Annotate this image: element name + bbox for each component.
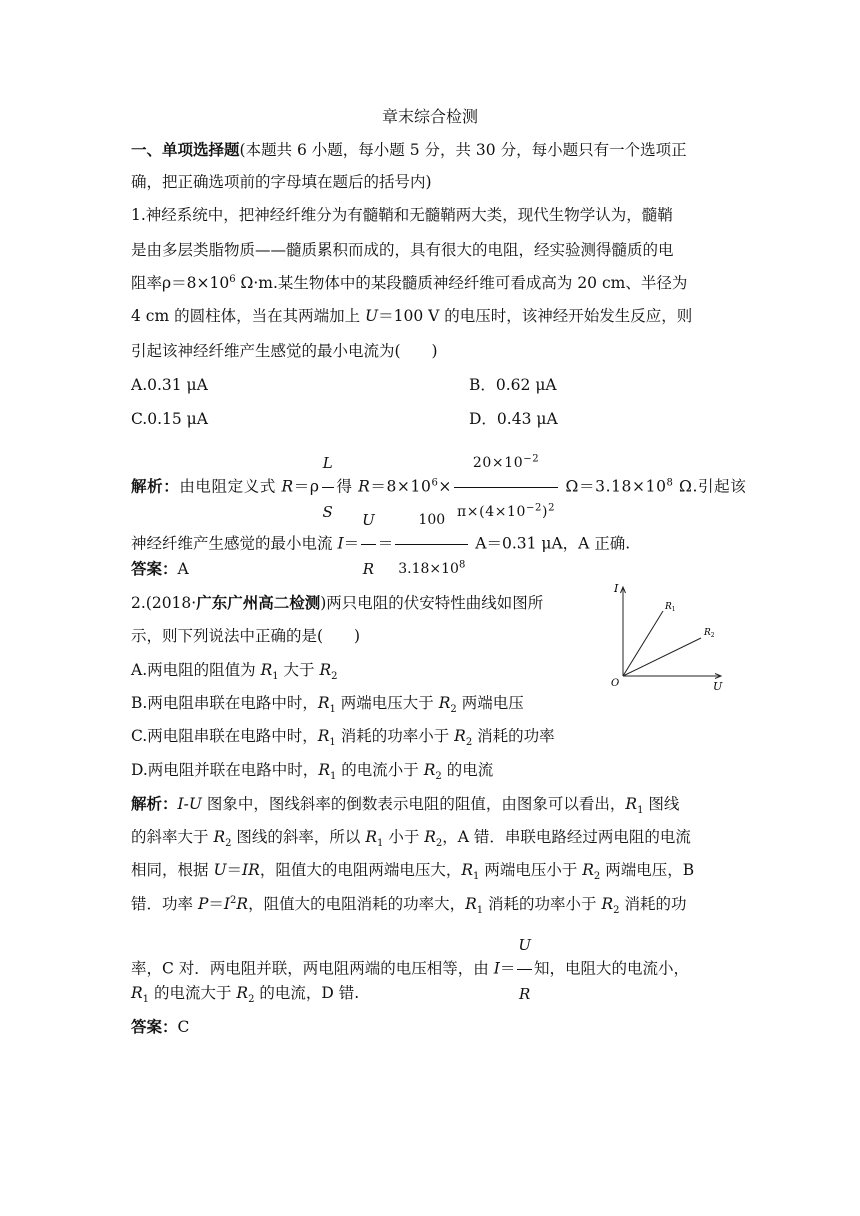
q1-line2: 是由多层类脂物质——髓质累积而成的，具有很大的电阻，经实验测得髓质的电 bbox=[131, 241, 674, 259]
iu-characteristic-graph bbox=[605, 578, 735, 693]
q1-line1: 1.神经系统中，把神经纤维分为有髓鞘和无髓鞘两大类，现代生物学认为，髓鞘 bbox=[131, 206, 673, 224]
q1-option-a: A.0.31 μA bbox=[131, 376, 208, 394]
section-heading: 一、单项选择题 bbox=[131, 141, 240, 159]
q2-option-b: B.两电阻串联在电路中时，$R_1$ 两端电压大于 $R_2$ 两端电压 bbox=[131, 694, 524, 716]
q2-option-a: A.两电阻的阻值为 $R_1$ 大于 $R_2$ bbox=[131, 661, 338, 683]
q2-analysis-line4: 错．功率 $P=I^2R$，阻值大的电阻消耗的功率大，$R_1$ 消耗的功率小于 $R_2$ 消耗的功 bbox=[131, 894, 687, 917]
q2-line1: 2.(2018·广东广州高二检测)两只电阻的伏安特性曲线如图所 bbox=[131, 594, 544, 612]
q1-analysis-line1: 解析：由电阻定义式 R＝ρ $\frac{L}{S}$ 得 $R=8\times 10^6\times$ $\frac{20\times 10^{-2}}{\pi\times(4\times 10^{-2})^2}$ $\Omega=3.18\times 10^8$ Ω.引起该 bbox=[131, 440, 746, 535]
fraction-resistance: $\frac{20\times 10^{-2}}{\pi\times(4\times 10^{-2})^2}$ bbox=[454, 440, 558, 535]
q1-line3: 阻率$\rho=8\times 10^6$ Ω·m.某生物体中的某段髓质神经纤维可看成高为 20 cm、半径为 bbox=[131, 273, 688, 292]
fraction-current: $\frac{100}{3.18\times 10^8}$ bbox=[395, 497, 468, 592]
q1-line4: 4 cm 的圆柱体，当在其两端加上 U＝100 V 的电压时，该神经开始发生反应，则 bbox=[131, 307, 693, 325]
page-title: 章末综合检测 bbox=[381, 107, 478, 126]
q2-option-d: D.两电阻并联在电路中时，$R_1$ 的电流小于 $R_2$ 的电流 bbox=[131, 761, 494, 783]
x-axis-label: U bbox=[713, 680, 723, 693]
q2-option-c: C.两电阻串联在电路中时，$R_1$ 消耗的功率小于 $R_2$ 消耗的功率 bbox=[131, 727, 555, 749]
q1-option-b: B．0.62 μA bbox=[469, 376, 557, 394]
section-heading-line bbox=[131, 140, 687, 161]
q1-analysis-label: 解析： bbox=[131, 477, 180, 496]
fraction-l-over-s: $\frac{L}{S}$ bbox=[322, 440, 335, 535]
q2-line2: 示，则下列说法中正确的是( ) bbox=[131, 627, 361, 645]
r1-label: $R_1$ bbox=[665, 602, 676, 613]
r2-label: $R_2$ bbox=[704, 628, 715, 639]
q2-analysis-label: 解析： bbox=[131, 795, 178, 813]
q2-analysis-line1: 解析：I-U 图象中，图线斜率的倒数表示电阻的阻值，由图象可以看出，$R_1$ 图线 bbox=[131, 795, 680, 817]
q1-analysis-line2: 神经纤维产生感觉的最小电流 I＝ $\frac{U}{R}$ ＝ $\frac{100}{3.18\times 10^8}$ A＝0.31 μA，A 正确. bbox=[131, 497, 630, 592]
q2-analysis-line6: $R_1$ 的电流大于 $R_2$ 的电流，D 错. bbox=[131, 984, 360, 1006]
q2-analysis-line3: 相同，根据 U＝IR，阻值大的电阻两端电压大，$R_1$ 两端电压小于 $R_2$ 两端电压，B bbox=[131, 861, 695, 883]
q1-answer: 答案：A bbox=[131, 560, 189, 578]
q2-analysis-line5: 率，C 对．两电阻并联，两电阻两端的电压相等，由 I＝ $\frac{U}{R}$ 知，电阻大的电流小， bbox=[131, 922, 689, 1017]
q2-answer: 答案：C bbox=[131, 1018, 190, 1036]
section-desc-2: 确，把正确选项前的字母填在题后的括号内) bbox=[131, 173, 432, 191]
origin-label: O bbox=[611, 678, 620, 689]
section-desc-1: (本题共 6 小题，每小题 5 分，共 30 分，每小题只有一个选项正 bbox=[239, 141, 687, 159]
fraction-u-over-r: $\frac{U}{R}$ bbox=[361, 497, 376, 592]
q2-analysis-line2: 的斜率大于 $R_2$ 图线的斜率，所以 $R_1$ 小于 $R_2$，A 错．串联电路经过两电阻的电流 bbox=[131, 828, 691, 850]
fraction-u-over-r-2: $\frac{U}{R}$ bbox=[517, 922, 532, 1017]
q1-line5: 引起该神经纤维产生感觉的最小电流为( ) bbox=[131, 342, 438, 360]
q1-option-c: C.0.15 μA bbox=[131, 410, 208, 428]
q1-option-d: D．0.43 μA bbox=[469, 410, 558, 428]
y-axis-label: I bbox=[614, 582, 619, 595]
